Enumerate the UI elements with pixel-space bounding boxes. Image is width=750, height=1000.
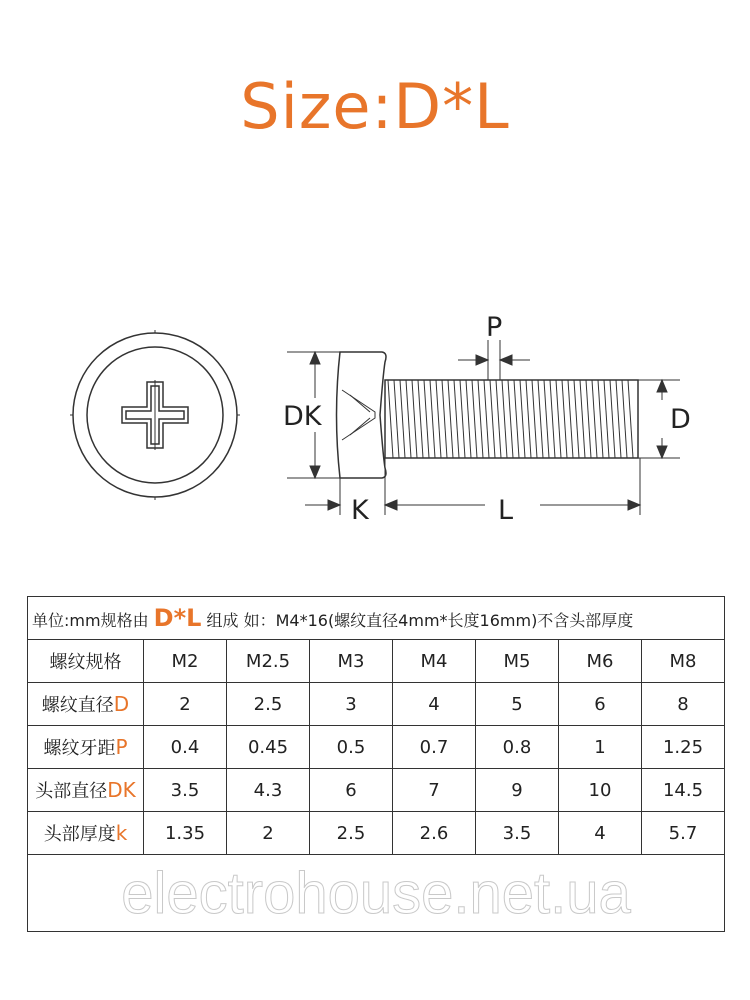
label-dk: DK [283, 401, 322, 432]
info-highlight: D*L [153, 604, 202, 632]
table-cell: 2 [144, 683, 227, 726]
screw-head-top-view [70, 330, 240, 500]
table-cell: 14.5 [642, 769, 725, 812]
table-cell: 0.45 [227, 726, 310, 769]
table-cell: 3 [310, 683, 393, 726]
table-row-thread-diameter [28, 683, 725, 726]
table-cell: 3.5 [476, 812, 559, 855]
table-cell: 9 [476, 769, 559, 812]
table-cell: 2.5 [310, 812, 393, 855]
table-cell: 2 [227, 812, 310, 855]
table-cell: 8 [642, 683, 725, 726]
row-label [28, 726, 144, 769]
label-k: K [351, 495, 369, 526]
header-cell: M5 [476, 640, 559, 683]
table-cell: 5.7 [642, 812, 725, 855]
spec-table [27, 596, 725, 932]
row-label-text: 螺纹直径 [41, 695, 114, 716]
table-cell: 2.5 [227, 683, 310, 726]
row-label [28, 812, 144, 855]
table-row-thread-pitch [28, 726, 725, 769]
info-cell [28, 597, 725, 640]
header-cell: M2.5 [227, 640, 310, 683]
table-row-head-thickness [28, 812, 725, 855]
header-cell: M2 [144, 640, 227, 683]
header-cell: M4 [393, 640, 476, 683]
header-cell: M6 [559, 640, 642, 683]
table-row-head-diameter [28, 769, 725, 812]
label-d: D [670, 404, 691, 435]
header-cell: M3 [310, 640, 393, 683]
info-row [28, 597, 725, 640]
table-cell: 6 [559, 683, 642, 726]
label-l: L [498, 495, 514, 526]
row-symbol: DK [107, 778, 136, 802]
table-cell: 1.35 [144, 812, 227, 855]
header-row [28, 640, 725, 683]
row-label-text: 螺纹牙距 [43, 738, 116, 759]
table-cell: 5 [476, 683, 559, 726]
header-cell: M8 [642, 640, 725, 683]
table-cell: 4 [559, 812, 642, 855]
row-label-text: 头部直径 [35, 781, 108, 802]
table-cell: 0.8 [476, 726, 559, 769]
table-cell: 4 [393, 683, 476, 726]
table-cell: 0.4 [144, 726, 227, 769]
row-label-text: 头部厚度 [43, 824, 116, 845]
row-symbol: D [113, 692, 130, 716]
table-cell: 3.5 [144, 769, 227, 812]
watermark-row [28, 855, 725, 932]
table-cell: 6 [310, 769, 393, 812]
table-cell: 0.5 [310, 726, 393, 769]
table-cell: 1.25 [642, 726, 725, 769]
row-label [28, 683, 144, 726]
table-cell: 4.3 [227, 769, 310, 812]
table-cell: 1 [559, 726, 642, 769]
watermark-cell [28, 855, 725, 932]
table-cell: 10 [559, 769, 642, 812]
label-p: P [486, 312, 503, 343]
screw-diagram [0, 300, 750, 540]
watermark: electrohouse.net.ua [121, 860, 631, 926]
table-cell: 2.6 [393, 812, 476, 855]
table-cell: 0.7 [393, 726, 476, 769]
header-label: 螺纹规格 [28, 640, 144, 683]
screw-side-view [287, 340, 680, 515]
info-suffix: 组成 如：M4*16(螺纹直径4mm*长度16mm)不含头部厚度 [201, 611, 634, 630]
page-title: Size:D*L [240, 70, 510, 143]
info-prefix: 单位:mm规格由 [32, 611, 154, 630]
table-cell: 7 [393, 769, 476, 812]
row-label [28, 769, 144, 812]
row-symbol: k [115, 821, 128, 845]
row-symbol: P [115, 735, 128, 759]
